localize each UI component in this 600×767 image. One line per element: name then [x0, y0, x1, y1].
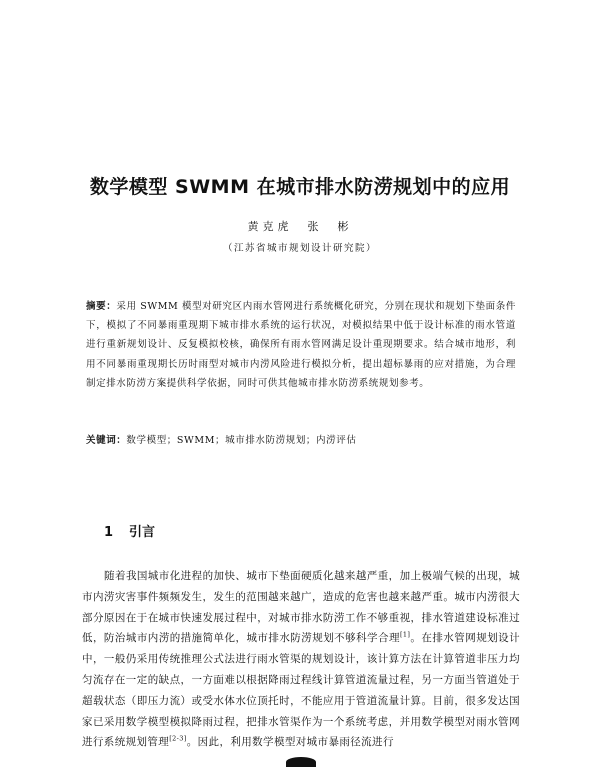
- citation-1: [1]: [399, 630, 411, 639]
- scan-artifact-mark: [286, 757, 316, 767]
- abstract: [86, 297, 516, 393]
- section-heading: [104, 521, 155, 540]
- abstract-text: 采用 SWMM 模型对研究区内雨水管网进行系统概化研究，分别在现状和规划下垫面条件下，模拟了不同暴雨重现期下城市排水系统的运行状况，对模拟结果中低于设计标准的雨水管道进行重新规划设计、反复模拟校核，确保所有雨水管网满足设计重现期要求。结合城市地形，利用不同暴雨重现期长历时雨型对城市内涝风险进行模拟分析，提出超标暴雨的应对措施，为合理制定排水防涝方案提供科学依据，同时可供其他城市排水防涝系统规划参考。: [86, 301, 516, 389]
- body-paragraph: [82, 566, 520, 753]
- keywords-text: 数学模型；SWMM；城市排水防涝规划；内涝评估: [126, 435, 357, 446]
- body-text-part1: 随着我国城市化进程的加快、城市下垫面硬质化越来越严重，加上极端气候的出现，城市内涝灾害事件频频发生，发生的范围越来越广，造成的危害也越来越严重。城市内涝很大部分原因在于在城市快速发展过程中，对城市排水防涝工作不够重视，排水管道建设标准过低，防治城市内涝的措施简单化，城市排水防涝规划不够科学合理: [82, 570, 520, 645]
- citation-2: [2-3]: [169, 734, 187, 743]
- body-text-part3: 。因此，利用数学模型对城市暴雨径流进行: [186, 736, 394, 749]
- section-number: 1: [104, 525, 114, 540]
- paper-title: 数学模型 SWMM 在城市排水防涝规划中的应用: [89, 176, 511, 198]
- paper-authors: 黄克虎 张 彬: [247, 220, 353, 233]
- body-text-part2: 。在排水管网规划设计中，一般仍采用传统推理公式法进行雨水管渠的规划设计，该计算方法在计算管道非压力均匀流存在一定的缺点，一方面难以根据降雨过程线计算管道流量过程，另一方面当管道处于超载状态（即压力流）或受水体水位顶托时，不能应用于管道流量计算。目前，很多发达国家已采用数学模型模拟降雨过程，把排水管渠作为一个系统考虑，并用数学模型对雨水管网进行系统规划管理: [82, 632, 520, 749]
- section-title: 引言: [129, 525, 156, 540]
- keywords: [86, 431, 516, 450]
- abstract-label: 摘要：: [86, 301, 117, 312]
- keywords-label: 关键词：: [86, 435, 127, 446]
- author-affiliation: （江苏省城市规划设计研究院）: [222, 243, 377, 254]
